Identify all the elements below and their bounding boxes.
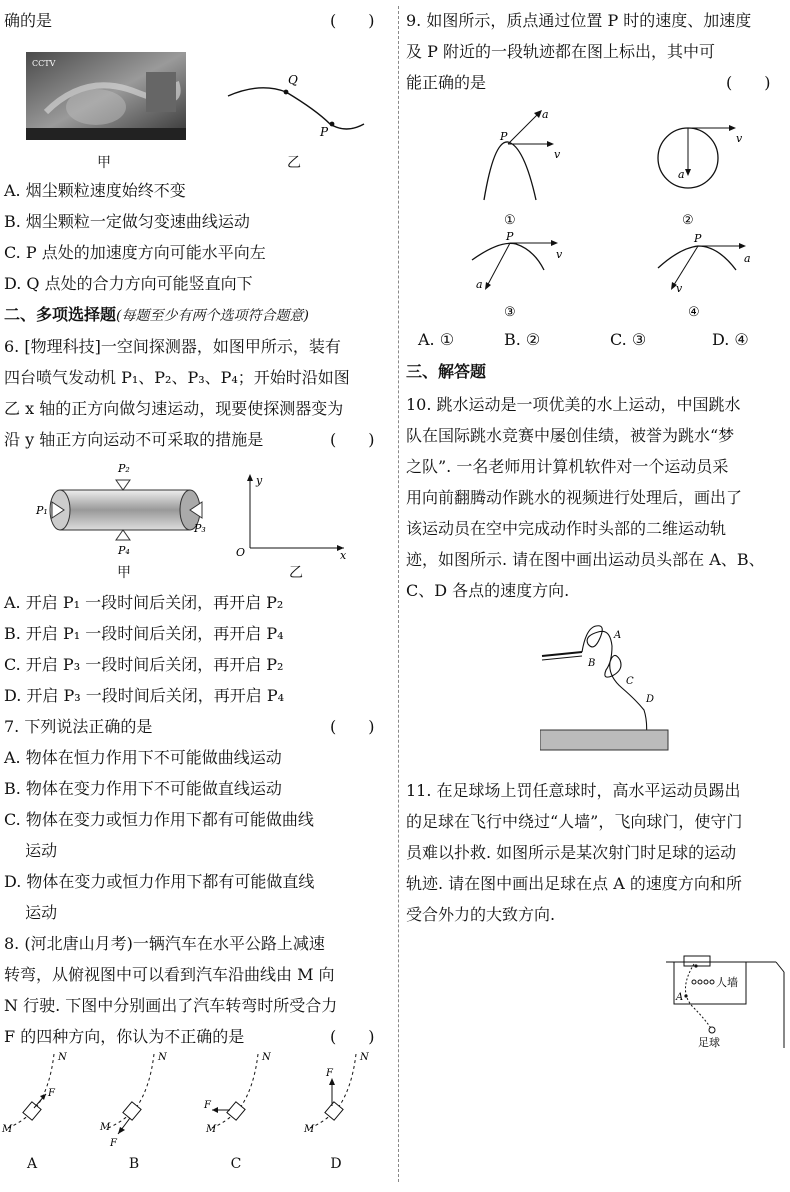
- cctv-logo: CCTV: [32, 59, 56, 68]
- q8-caption-b: B: [128, 1156, 140, 1172]
- q9-figure-number-2: ②: [682, 213, 694, 228]
- p-label: P: [506, 230, 514, 243]
- q8-figure-c: [203, 1052, 272, 1135]
- q9-figure-number-4: ④: [688, 305, 700, 320]
- q9-line-3: 能正确的是: [406, 73, 487, 92]
- q8-figure-d: [303, 1052, 370, 1135]
- q11-line-4: 轨迹. 请在图中画出足球在点 A 的速度方向和所: [406, 874, 742, 893]
- p2-label: P₂: [118, 462, 130, 475]
- q9-figure-1: [484, 108, 561, 228]
- q8-line-3: N 行驶. 下图中分别画出了汽车转弯时所受合力: [4, 996, 338, 1015]
- q7-stem: 7. 下列说法正确的是: [4, 717, 153, 736]
- section2-title: 二、多项选择题: [4, 305, 117, 324]
- q5-photo: [26, 52, 186, 140]
- p3-label: P₃: [194, 522, 206, 535]
- v-label: v: [736, 132, 743, 145]
- q9-figure-number-1: ①: [504, 213, 516, 228]
- q10-line-2: 队在国际跳水竞赛中屡创佳绩，被誉为跳水“梦: [406, 426, 735, 445]
- q5-trajectory-figure: [220, 64, 370, 144]
- v-label: v: [676, 282, 683, 295]
- q9-line-1: 9. 如图所示，质点通过位置 P 时的速度、加速度: [406, 11, 752, 30]
- q6-axes-figure: [232, 470, 352, 560]
- q9-option-b: B. ②: [504, 330, 541, 349]
- wall-label: 人墙: [716, 976, 738, 989]
- point-a-label: A: [676, 992, 684, 1003]
- n-label: N: [262, 1052, 271, 1063]
- q5-stem-tail: 确的是: [4, 11, 53, 30]
- p1-label: P₁: [36, 504, 48, 517]
- q9-figure-2: [658, 125, 743, 228]
- q10-line-3: 之队”. 一名老师用计算机软件对一个运动员采: [406, 457, 729, 476]
- m-label: M: [100, 1122, 111, 1133]
- a-label: a: [476, 278, 483, 291]
- q10-diving-figure: [540, 618, 670, 754]
- m-label: M: [206, 1124, 217, 1135]
- q11-line-5: 受合外力的大致方向.: [406, 905, 556, 924]
- f-label: F: [110, 1138, 117, 1149]
- n-label: N: [58, 1052, 67, 1063]
- q5-option-b: B. 烟尘颗粒一定做匀变速曲线运动: [4, 212, 250, 231]
- q9-figure-3: [472, 230, 563, 320]
- q9-figures: [444, 100, 774, 325]
- q7-answer-paren: ( ): [330, 717, 375, 736]
- q9-option-d: D. ④: [712, 330, 749, 349]
- p4-label: P₄: [118, 544, 130, 557]
- q6-answer-paren: ( ): [330, 430, 375, 449]
- q8-caption-c: C: [230, 1156, 242, 1172]
- q6-line-4: 沿 y 轴正方向运动不可采取的措施是: [4, 430, 264, 449]
- q8-figure-a: [1, 1052, 68, 1135]
- q11-line-1: 11. 在足球场上罚任意球时，高水平运动员踢出: [406, 781, 741, 800]
- q7-option-c-cont: 运动: [4, 841, 58, 860]
- q8-line-4: F 的四种方向，你认为不正确的是: [4, 1027, 245, 1046]
- q10-line-5: 该运动员在空中完成动作时头部的二维运动轨: [406, 519, 727, 538]
- q9-answer-paren: ( ): [726, 73, 771, 92]
- n-label: N: [158, 1052, 167, 1063]
- q10-line-7: C、D 各点的速度方向.: [406, 581, 570, 600]
- v-label: v: [556, 248, 563, 261]
- q5-option-d: D. Q 点处的合力方向可能竖直向下: [4, 274, 253, 293]
- ball-label: 足球: [698, 1036, 720, 1049]
- q11-line-3: 员难以扑救. 如图所示是某次射门时足球的运动: [406, 843, 737, 862]
- q10-line-6: 迹，如图所示. 请在图中画出运动员头部在 A、B、: [406, 550, 765, 569]
- point-b-label: B: [588, 658, 596, 669]
- q6-line-2: 四台喷气发动机 P₁、P₂、P₃、P₄；开始时沿如图: [4, 368, 350, 387]
- q6-line-1: 6. [物理科技]一空间探测器，如图甲所示，装有: [4, 337, 341, 356]
- point-a-label: A: [614, 630, 622, 641]
- q5-answer-paren: ( ): [330, 11, 375, 30]
- p-label: P: [500, 130, 508, 143]
- q5-caption-jia: 甲: [97, 155, 111, 171]
- q11-football-figure: [664, 950, 788, 1050]
- q9-option-c: C. ③: [610, 330, 647, 349]
- m-label: M: [2, 1124, 13, 1135]
- q8-answer-paren: ( ): [330, 1027, 375, 1046]
- q8-line-2: 转弯，从俯视图中可以看到汽车沿曲线由 M 向: [4, 965, 335, 984]
- q8-caption-a: A: [26, 1156, 38, 1172]
- q7-option-d-cont: 运动: [4, 903, 58, 922]
- q7-option-a: A. 物体在恒力作用下不可能做曲线运动: [4, 748, 282, 767]
- m-label: M: [304, 1124, 315, 1135]
- q8-caption-d: D: [330, 1156, 342, 1172]
- q5-option-a: A. 烟尘颗粒速度始终不变: [4, 181, 186, 200]
- q7-option-d: D. 物体在变力或恒力作用下都有可能做直线: [4, 872, 315, 891]
- a-label: a: [678, 168, 685, 181]
- q9-option-a: A. ①: [418, 330, 455, 349]
- column-divider: [398, 6, 399, 1182]
- q8-figure-b: [99, 1052, 168, 1149]
- a-label: a: [744, 252, 751, 265]
- y-axis-label: y: [256, 474, 263, 487]
- f-label: F: [326, 1068, 333, 1079]
- q6-line-3: 乙 x 轴的正方向做匀速运动，现要使探测器变为: [4, 399, 344, 418]
- section3-title: 三、解答题: [406, 362, 487, 381]
- q6-option-c: C. 开启 P₃ 一段时间后关闭，再开启 P₂: [4, 655, 284, 674]
- section2-note: (每题至少有两个选项符合题意): [116, 308, 309, 324]
- origin-label: O: [236, 546, 246, 559]
- q9-line-2: 及 P 附近的一段轨迹都在图上标出，其中可: [406, 42, 715, 61]
- q9-figure-number-3: ③: [504, 305, 516, 320]
- point-c-label: C: [626, 676, 634, 687]
- q6-caption-jia: 甲: [117, 565, 131, 581]
- q8-line-1: 8. (河北唐山月考)一辆汽车在水平公路上减速: [4, 934, 325, 953]
- a-label: a: [542, 108, 549, 121]
- q6-caption-yi: 乙: [289, 565, 303, 581]
- point-p-label: P: [320, 125, 329, 139]
- q6-option-d: D. 开启 P₃ 一段时间后关闭，再开启 P₄: [4, 686, 285, 705]
- q10-line-4: 用向前翻腾动作跳水的视频进行处理后，画出了: [406, 488, 743, 507]
- q11-line-2: 的足球在飞行中绕过“人墙”，飞向球门，使守门: [406, 812, 743, 831]
- q10-line-1: 10. 跳水运动是一项优美的水上运动，中国跳水: [406, 395, 741, 414]
- p-label: P: [694, 232, 702, 245]
- q9-figure-4: [658, 232, 751, 320]
- q5-option-c: C. P 点处的加速度方向可能水平向左: [4, 243, 266, 262]
- section2-heading: [4, 304, 309, 327]
- f-label: F: [204, 1100, 211, 1111]
- x-axis-label: x: [340, 549, 347, 560]
- point-d-label: D: [646, 694, 655, 705]
- q6-option-a: A. 开启 P₁ 一段时间后关闭，再开启 P₂: [4, 593, 284, 612]
- q7-option-b: B. 物体在变力作用下不可能做直线运动: [4, 779, 282, 798]
- point-q-label: Q: [288, 73, 298, 87]
- q7-option-c: C. 物体在变力或恒力作用下都有可能做曲线: [4, 810, 314, 829]
- n-label: N: [360, 1052, 369, 1063]
- q6-option-b: B. 开启 P₁ 一段时间后关闭，再开启 P₄: [4, 624, 284, 643]
- q5-caption-yi: 乙: [287, 155, 301, 171]
- f-label: F: [48, 1088, 55, 1099]
- q6-detector-figure: [30, 458, 220, 568]
- v-label: v: [554, 148, 561, 161]
